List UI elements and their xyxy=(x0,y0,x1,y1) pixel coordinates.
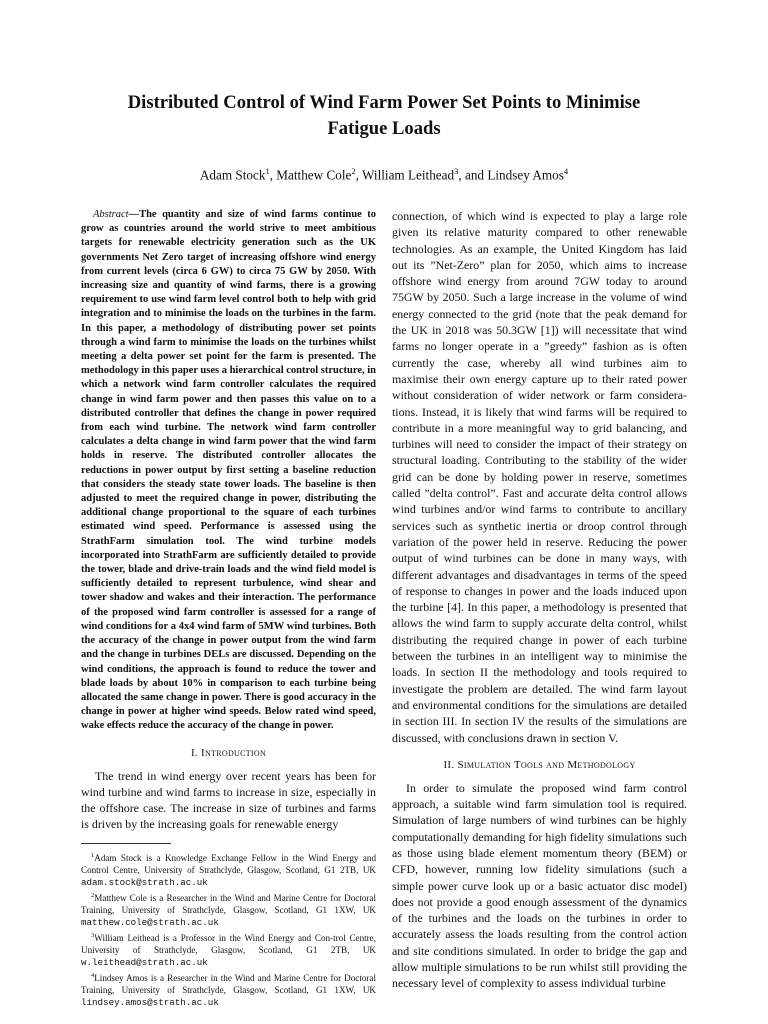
left-column xyxy=(81,208,376,1010)
footnote-2 xyxy=(81,890,376,929)
author-4: Lindsey Amos xyxy=(487,167,564,183)
author-sep: , xyxy=(269,167,277,183)
footnote-1 xyxy=(81,850,376,889)
footnote-1-email: adam.stock@strath.ac.uk xyxy=(81,876,208,888)
abstract-dash: — xyxy=(128,209,140,220)
footnote-3 xyxy=(81,930,376,969)
author-1-mark: 1 xyxy=(265,166,270,176)
author-list xyxy=(60,162,708,184)
author-3: William Leithead xyxy=(362,167,455,183)
title-line-2: Fatigue Loads xyxy=(327,118,441,139)
author-sep: , xyxy=(355,167,362,183)
abstract-label: Abstract xyxy=(93,209,129,220)
simulation-paragraph: In order to simulate the proposed wind farm control approach, a suitable wind farm simulation tool is required. Simulation of large numbers of wind turbines can be highly computationally demanding for high fidelity simulations such as those using blade element momentum theory (BEM) or CFD, however, running low fidelity simulations (such a simple power curve look up or a basic actuator disc model) does not provide a good enough assessment of the dynamics of the turbines and the loads on the turbines in order to accurately assess the loads resulting from the control action and site conditions simulated. In order to bridge the gap and allow multiple simulations to be run whilst still providing the necessary level of complexity to assess individual turbine xyxy=(392,780,687,991)
footnote-4 xyxy=(81,970,376,1009)
author-1: Adam Stock xyxy=(199,167,266,183)
title-line-1: Distributed Control of Wind Farm Power Set Points to Minimise xyxy=(127,92,641,113)
right-column xyxy=(392,208,687,992)
footnote-1-text: Adam Stock is a Knowledge Exchange Fellow in the Wind Energy and Control Centre, University of Strathclyde, Glasgow, Scotland, G1 2TB, UK xyxy=(81,852,376,875)
footnote-1-mark: 1 xyxy=(91,851,95,859)
footnote-rule xyxy=(81,843,171,844)
footnote-4-mark: 4 xyxy=(91,971,95,979)
footnote-4-email: lindsey.amos@strath.ac.uk xyxy=(81,996,219,1008)
paper-title xyxy=(60,90,708,142)
footnote-2-email: matthew.cole@strath.ac.uk xyxy=(81,916,219,928)
section-heading-introduction: I. Introduction xyxy=(190,746,267,759)
abstract xyxy=(81,208,376,734)
footnote-2-text: Matthew Cole is a Researcher in the Wind and Marine Centre for Doctoral Training, University of Strathclyde, Glasgow, Scotland, G1 1XW, UK xyxy=(81,892,376,915)
footnote-3-mark: 3 xyxy=(91,931,95,939)
author-4-mark: 4 xyxy=(563,166,569,176)
footnote-4-text: Lindsey Amos is a Researcher in the Wind and Marine Centre for Doctoral Training, University of Strathclyde, Glasgow, Scotland, G1 1XW, UK xyxy=(81,972,376,995)
section-heading-simulation: II. Simulation Tools and Methodology xyxy=(443,758,636,771)
intro-paragraph: The trend in wind energy over recent years has been for wind turbine and wind farms to increase in size, especially in the offshore case. The increase in size of turbines and farms is driven by the increasing goals for renewable energy xyxy=(81,768,376,832)
author-sep: , and xyxy=(458,167,488,183)
author-2: Matthew Cole xyxy=(276,167,352,183)
footnote-2-mark: 2 xyxy=(91,891,95,899)
author-3-mark: 3 xyxy=(454,166,459,176)
footnote-3-email: w.leithead@strath.ac.uk xyxy=(81,956,208,968)
footnote-3-text: William Leithead is a Professor in the Wind Energy and Con-trol Centre, University of Strathclyde, Glasgow, Scotland, G1 2TB, UK xyxy=(81,932,376,955)
author-2-mark: 2 xyxy=(351,166,356,176)
abstract-body: The quantity and size of wind farms continue to grow as countries around the world strive to meet ambitious targets for renewable electricity generation such as the UK governments Net Zero target of increasing offshore wind energy from current levels (circa 6 GW) to circa 75 GW by 2050. With increasing size and quantity of wind farms, there is a growing requirement to use wind farm level control both to help with grid integration and to minimise the loads on the turbines in the farm. In this paper, a methodology of distributing power set points through a wind farm to minimise the loads on the turbines whilst meeting a delta power set point for the farm is presented. The methodology in this paper uses a hierarchical control structure, in which a network wind farm controller calculates the required change in wind farm power and then passes this value on to a distributed controller that defines the change in power required from each wind turbine. The network wind farm controller calculates a delta change in wind farm power that the wind farm holds in reserve. The distributed controller allocates the reductions in power output by first setting a baseline reduction that considers the steady state tower loads. The baseline is then adjusted to meet the required change in power, distributing the additional change proportional to the square of each turbines estimated wind speed. Performance is assessed using the StrathFarm simulation tool. The wind turbine models incorporated into StrathFarm are sufficiently detailed to provide the tower, blade and drive-train loads and the wind field model is sufficiently detailed to represent turbulence, wind shear and tower shadow and wakes and their interaction. The performance of the proposed wind farm controller is assessed for a range of wind conditions for a 4x4 wind farm of 5MW wind turbines. Both the accuracy of the change in power output from the wind farm and the change in turbines DELs are discussed. Depending on the wind conditions, the approach is found to reduce the tower and blade loads by about 10% in comparison to each turbine being allocated the same change in power. There is good accuracy in the change in power at higher wind speeds. Below rated wind speed, wake effects reduce the accuracy of the change in power. xyxy=(81,209,376,732)
intro-continued-paragraph: connection, of which wind is expected to play a large role given its relative maturity compared to other renewable technologies. As an example, the United Kingdom has laid out its ”Net-Zero” plan for 2050, which aims to increase offshore wind energy from around 7GW today to around 75GW by 2050. Such a large increase in the volume of wind energy connected to the grid (note that the peak demand for the UK in 2018 was 50.3GW [1]) will necessitate that wind farms no longer operate in a ”greedy” fashion as is often currently the case, whereby all wind turbines aim to maximise their own energy capture up to their rated power without consideration of wider network or farm considera-tions. Instead, it is likely that wind farms will be required to contribute in a more meaningful way to grid balancing, and turbines will need to consider the impact of their strategy on structural loading. Contributing to the stability of the wider grid can be done by holding power in reserve, sometimes called ”delta control”. Fast and accurate delta control allows wind turbines and/or wind farms to contribute to ancillary services such as synthetic inertia or droop control through variation of the power held in reserve. Reducing the power output of wind turbines can be done in many ways, with different advantages and disadvantages in terms of the speed of response to changes in power and the loads induced upon the turbine [4]. In this paper, a methodology is presented that allows the wind farm to supply accurate delta control, whilst distributing the required change in power of each turbine between the turbines in an intelligent way to minimise the loads. In section II the methodology and tools required to investigate the problem are detailed. The wind farm layout and environmental conditions for the simulations are detailed in section III. In section IV the results of the simulations are discussed, with conclusions drawn in section V. xyxy=(392,209,687,745)
